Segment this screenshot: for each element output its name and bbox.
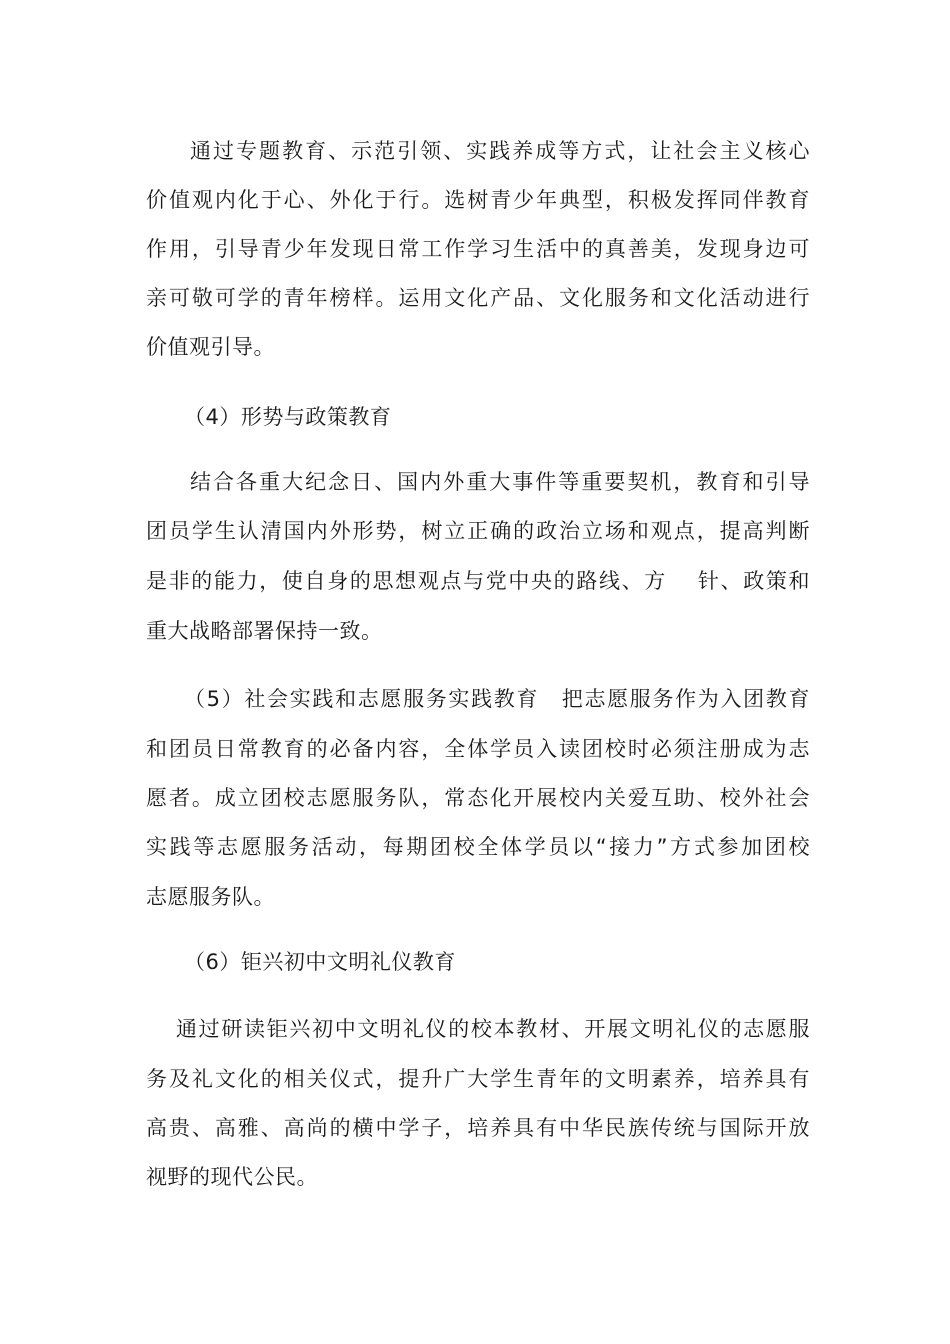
paragraph-line: 志愿服务队。: [146, 885, 275, 909]
paragraph-line: 通过研读钜兴初中文明礼仪的校本教材、开展文明礼仪的志愿服: [176, 1017, 810, 1041]
paragraph-line: 价值观引导。: [146, 335, 275, 359]
paragraph-line: 价值观内化于心、外化于行。选树青少年典型，积极发挥同伴教育: [146, 188, 810, 212]
paragraph-line: 作用，引导青少年发现日常工作学习生活中的真善美，发现身边可: [146, 237, 810, 261]
paragraph-line: 通过专题教育、示范引领、实践养成等方式，让社会主义核心: [190, 139, 810, 163]
paragraph-line: 是非的能力，使自身的思想观点与党中央的路线、方 针、政策和: [146, 569, 810, 593]
paragraph-line: 视野的现代公民。: [146, 1165, 318, 1189]
paragraph-line: 高贵、高雅、高尚的横中学子，培养具有中华民族传统与国际开放: [146, 1116, 810, 1140]
paragraph-line: 愿者。成立团校志愿服务队，常态化开展校内关爱互助、校外社会: [146, 786, 810, 810]
paragraph-line: 团员学生认清国内外形势，树立正确的政治立场和观点，提高判断: [146, 519, 810, 543]
section-heading: （6）钜兴初中文明礼仪教育: [184, 950, 456, 974]
paragraph-line: 亲可敬可学的青年榜样。运用文化产品、文化服务和文化活动进行: [146, 286, 810, 310]
paragraph-line: 和团员日常教育的必备内容，全体学员入读团校时必须注册成为志: [146, 737, 810, 761]
section-heading: （4）形势与政策教育: [184, 405, 392, 429]
paragraph-line: 实践等志愿服务活动，每期团校全体学员以“接力”方式参加团校: [146, 835, 810, 859]
section-heading: （5）社会实践和志愿服务实践教育 把志愿服务作为入团教育: [184, 687, 810, 711]
paragraph-line: 结合各重大纪念日、国内外重大事件等重要契机，教育和引导: [190, 470, 810, 494]
paragraph-line: 务及礼文化的相关仪式，提升广大学生青年的文明素养，培养具有: [146, 1067, 810, 1091]
paragraph-line: 重大战略部署保持一致。: [146, 619, 383, 643]
